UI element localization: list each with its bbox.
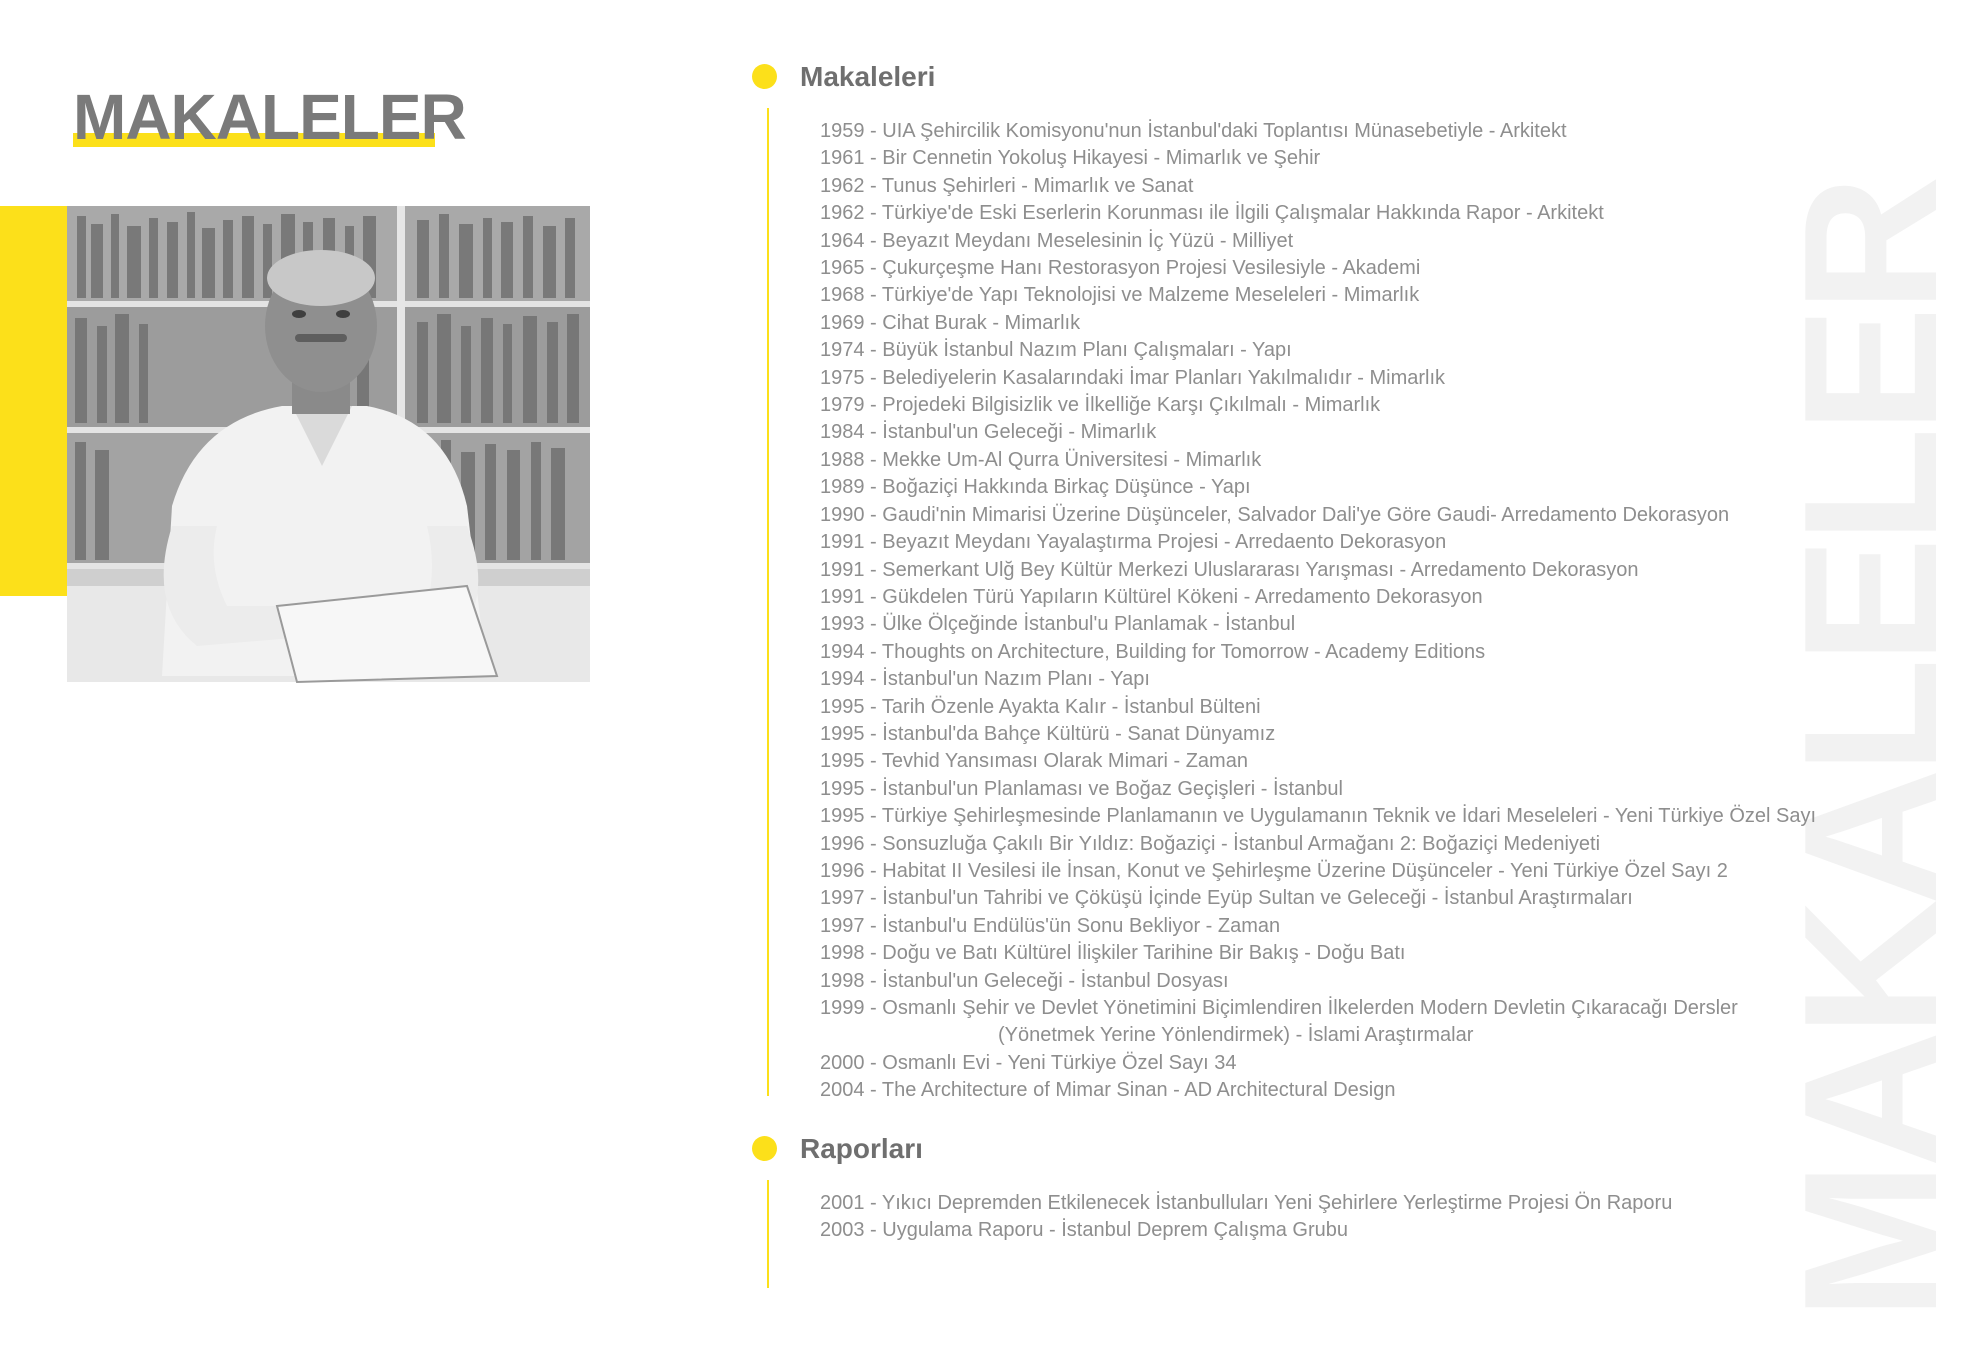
timeline-line-raporlari	[767, 1180, 769, 1288]
list-item: 1991 - Semerkant Ulğ Bey Kültür Merkezi Uluslararası Yarışması - Arredamento Dekorasyon	[820, 558, 1639, 581]
list-item: 2004 - The Architecture of Mimar Sinan - AD Architectural Design	[820, 1079, 1396, 1102]
list-item: 2001 - Yıkıcı Depremden Etkilenecek İstanbulluları Yeni Şehirlere Yerleştirme Projesi Ön Raporu	[820, 1192, 1673, 1214]
section-heading-raporlari: Raporları	[800, 1133, 923, 1164]
list-item: 1997 - İstanbul'un Tahribi ve Çöküşü İçinde Eyüp Sultan ve Geleceği - İstanbul Araştırmaları	[820, 887, 1633, 910]
list-item: 1989 - Boğaziçi Hakkında Birkaç Düşünce - Yapı	[820, 476, 1251, 499]
list-item: 1968 - Türkiye'de Yapı Teknolojisi ve Malzeme Meseleleri - Mimarlık	[820, 284, 1420, 307]
list-item: (Yönetmek Yerine Yönlendirmek) - İslami Araştırmalar	[998, 1024, 1474, 1047]
list-item: 1964 - Beyazıt Meydanı Meselesinin İç Yüzü - Milliyet	[820, 229, 1294, 252]
list-item: 1991 - Gükdelen Türü Yapıların Kültürel Kökeni - Arredamento Dekorasyon	[820, 585, 1483, 608]
list-item: 1984 - İstanbul'un Geleceği - Mimarlık	[820, 421, 1157, 444]
entry-list-raporlari	[820, 1190, 1672, 1245]
section-heading-makaleleri: Makaleleri	[800, 61, 936, 92]
list-item: 1965 - Çukurçeşme Hanı Restorasyon Projesi Vesilesiyle - Akademi	[820, 257, 1421, 280]
list-item: 1962 - Türkiye'de Eski Eserlerin Korunması ile İlgili Çalışmalar Hakkında Rapor - Arkitekt	[820, 202, 1604, 225]
list-item: 2003 - Uygulama Raporu - İstanbul Deprem Çalışma Grubu	[820, 1219, 1349, 1242]
timeline-line-makaleleri	[767, 108, 769, 1096]
list-item: 1975 - Belediyelerin Kasalarındaki İmar Planları Yakılmalıdır - Mimarlık	[820, 366, 1446, 389]
list-item: 1995 - Tarih Özenle Ayakta Kalır - İstanbul Bülteni	[820, 695, 1261, 718]
vertical-watermark: MAKALELER	[1765, 181, 1977, 1320]
list-item: 1997 - İstanbul'u Endülüs'ün Sonu Bekliyor - Zaman	[820, 914, 1281, 937]
list-item: 1961 - Bir Cennetin Yokoluş Hikayesi - Mimarlık ve Şehir	[820, 147, 1321, 170]
list-item: 1990 - Gaudi'nin Mimarisi Üzerine Düşünceler, Salvador Dali'ye Göre Gaudi- Arredamento Dekorasyon	[820, 503, 1730, 526]
list-item: 2000 - Osmanlı Evi - Yeni Türkiye Özel Sayı 34	[820, 1051, 1237, 1074]
list-item: 1993 - Ülke Ölçeğinde İstanbul'u Planlamak - İstanbul	[820, 613, 1296, 636]
list-item: 1959 - UIA Şehircilik Komisyonu'nun İstanbul'daki Toplantısı Münasebetiyle - Arkitekt	[820, 120, 1567, 142]
list-item: 1998 - İstanbul'un Geleceği - İstanbul Dosyası	[820, 969, 1229, 992]
entry-list-makaleleri	[820, 118, 1816, 1105]
list-item: 1994 - İstanbul'un Nazım Planı - Yapı	[820, 668, 1150, 691]
list-item: 1995 - Türkiye Şehirleşmesinde Planlamanın ve Uygulamanın Teknik ve İdari Meseleleri - Yeni Türkiye Özel Sayı	[820, 805, 1817, 828]
list-item: 1979 - Projedeki Bilgisizlik ve İlkelliğe Karşı Çıkılmalı - Mimarlık	[820, 394, 1381, 417]
list-item: 1999 - Osmanlı Şehir ve Devlet Yönetimini Biçimlendiren İlkelerden Modern Devletin Çıkaracağı Dersler	[820, 997, 1738, 1019]
list-item: 1996 - Sonsuzluğa Çakılı Bir Yıldız: Boğaziçi - İstanbul Armağanı 2: Boğaziçi Medeniyeti	[820, 832, 1601, 855]
yellow-side-bar	[0, 206, 68, 596]
page-title: MAKALELER	[73, 81, 466, 153]
list-item: 1988 - Mekke Um-Al Qurra Üniversitesi - Mimarlık	[820, 448, 1262, 471]
list-item: 1991 - Beyazıt Meydanı Yayalaştırma Projesi - Arredaento Dekorasyon	[820, 531, 1447, 554]
section-dot-raporlari	[752, 1136, 777, 1161]
portrait-photo	[67, 206, 590, 682]
list-item: 1962 - Tunus Şehirleri - Mimarlık ve Sanat	[820, 174, 1194, 197]
list-item: 1969 - Cihat Burak - Mimarlık	[820, 311, 1081, 334]
list-item: 1974 - Büyük İstanbul Nazım Planı Çalışmaları - Yapı	[820, 339, 1292, 362]
list-item: 1995 - Tevhid Yansıması Olarak Mimari - Zaman	[820, 750, 1248, 773]
section-dot-makaleleri	[752, 64, 777, 89]
list-item: 1994 - Thoughts on Architecture, Building for Tomorrow - Academy Editions	[820, 640, 1486, 663]
list-item: 1996 - Habitat II Vesilesi ile İnsan, Konut ve Şehirleşme Üzerine Düşünceler - Yeni Türkiye Özel Sayı 2	[820, 859, 1728, 882]
list-item: 1995 - İstanbul'un Planlaması ve Boğaz Geçişleri - İstanbul	[820, 777, 1343, 800]
list-item: 1995 - İstanbul'da Bahçe Kültürü - Sanat Dünyamız	[820, 722, 1276, 745]
list-item: 1998 - Doğu ve Batı Kültürel İlişkiler Tarihine Bir Bakış - Doğu Batı	[820, 942, 1406, 965]
